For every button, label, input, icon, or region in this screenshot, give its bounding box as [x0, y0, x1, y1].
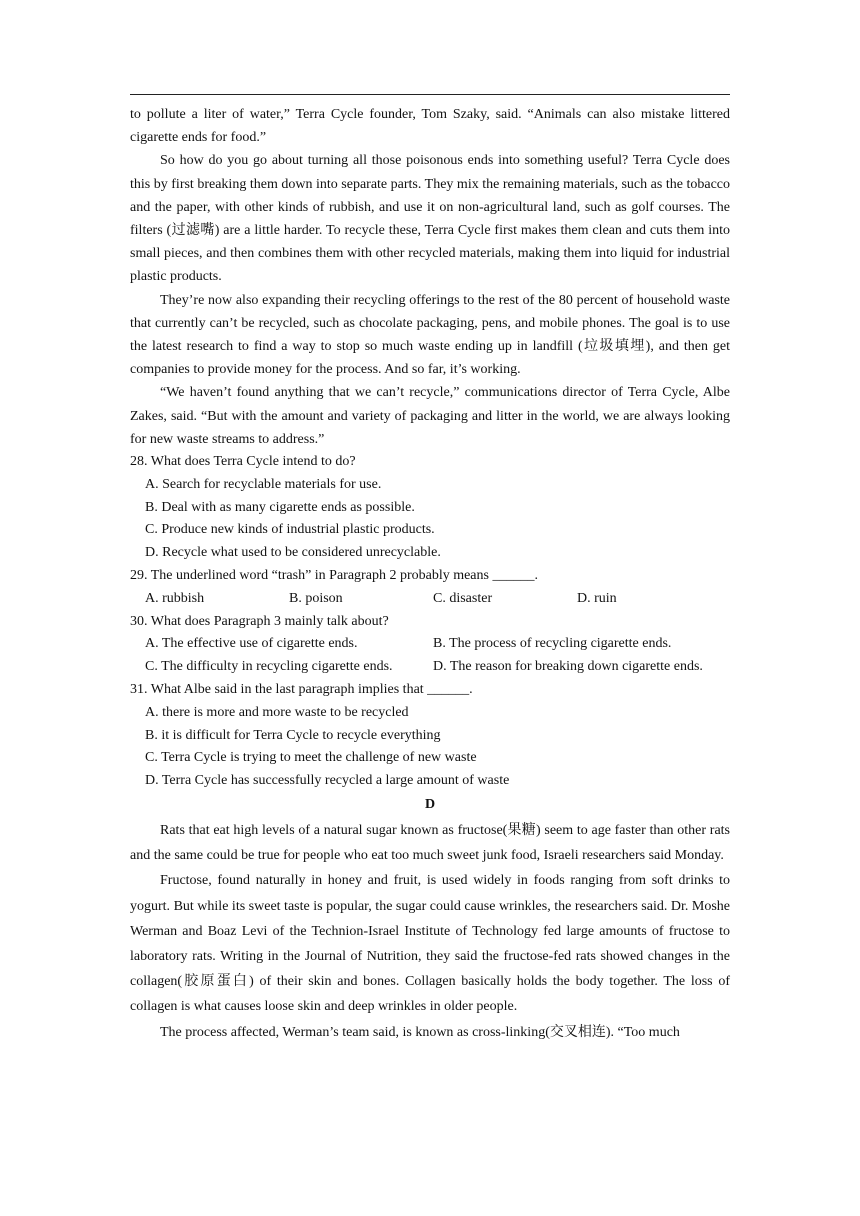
- passage-d: [130, 818, 730, 1045]
- passage-d-paragraph-3: The process affected, Werman’s team said, is known as cross-linking(交叉相连). “Too much: [160, 1024, 680, 1040]
- question-29-option-b: B. poison: [289, 590, 343, 606]
- question-31-option-c: C. Terra Cycle is trying to meet the challenge of new waste: [145, 750, 477, 766]
- passage-c-paragraph-2: So how do you go about turning all those poisonous ends into something useful? Terra Cycle does this by first breaking them down into separate parts. They mix the remaining materials, such as the tobacco and the paper, with other kinds of rubbish, and use it on non-agricultural land, such as golf courses. The filters (过滤嘴) are a little harder. To recycle these, Terra Cycle first makes them clean and cuts them into small pieces, and then combines them with other recycled materials, making them into liquid for industrial plastic products.: [130, 153, 730, 285]
- question-28: [130, 451, 730, 565]
- question-30: [130, 611, 730, 679]
- passage-d-paragraph-2: Fructose, found naturally in honey and fruit, is used widely in foods ranging from soft drinks to yogurt. But while its sweet taste is popular, the sugar could cause wrinkles, the researchers said. Dr. Moshe Werman and Boaz Levi of the Technion-Israel Institute of Technology fed large amounts of fructose to laboratory rats. Writing in the Journal of Nutrition, they said the fructose-fed rats showed changes in the collagen(胶原蛋白) of their skin and bones. Collagen basically holds the body together. The loss of collagen is what causes loose skin and deep wrinkles in older people.: [130, 873, 730, 1015]
- passage-c-paragraph-1: to pollute a liter of water,” Terra Cycle founder, Tom Szaky, said. “Animals can also mistake littered cigarette ends for food.”: [130, 107, 730, 146]
- question-30-option-c: C. The difficulty in recycling cigarette ends.: [145, 659, 393, 675]
- question-29: [130, 565, 730, 611]
- question-28-option-b: B. Deal with as many cigarette ends as possible.: [145, 499, 415, 515]
- question-31-option-d: D. Terra Cycle has successfully recycled a large amount of waste: [145, 773, 510, 789]
- question-30-option-b: B. The process of recycling cigarette ends.: [433, 636, 672, 652]
- passage-c: [130, 103, 730, 451]
- question-29-stem: 29. The underlined word “trash” in Paragraph 2 probably means ______.: [130, 568, 538, 584]
- question-29-options: [130, 588, 730, 611]
- question-31-stem: 31. What Albe said in the last paragraph implies that ______.: [130, 682, 473, 698]
- header-rule: [130, 94, 730, 95]
- question-28-option-a: A. Search for recyclable materials for use.: [145, 476, 382, 492]
- question-28-stem: 28. What does Terra Cycle intend to do?: [130, 454, 356, 470]
- question-30-option-a: A. The effective use of cigarette ends.: [145, 636, 358, 652]
- question-30-options-row-1: [130, 633, 730, 656]
- passage-c-paragraph-3: They’re now also expanding their recycling offerings to the rest of the 80 percent of household waste that currently can’t be recycled, such as chocolate packaging, pens, and mobile phones. The goal is to use the latest research to find a way to stop so much waste ending up in landfill (垃圾填埋), and then get companies to provide money for the process. And so far, it’s working.: [130, 292, 730, 378]
- passage-d-paragraph-1: Rats that eat high levels of a natural sugar known as fructose(果糖) seem to age faster than other rats and the same could be true for people who eat too much sweet junk food, Israeli researchers said Monday.: [130, 823, 730, 864]
- question-29-option-a: A. rubbish: [145, 590, 205, 606]
- question-31: [130, 679, 730, 793]
- question-29-option-c: C. disaster: [433, 590, 493, 606]
- question-28-option-d: D. Recycle what used to be considered unrecyclable.: [145, 545, 441, 561]
- question-28-option-c: C. Produce new kinds of industrial plastic products.: [145, 522, 435, 538]
- question-30-stem: 30. What does Paragraph 3 mainly talk about?: [130, 613, 389, 629]
- question-30-option-d: D. The reason for breaking down cigarette ends.: [433, 659, 703, 675]
- passage-c-paragraph-4: “We haven’t found anything that we can’t recycle,” communications director of Terra Cycle, Albe Zakes, said. “But with the amount and variety of packaging and litter in the world, we are always looking for new waste streams to address.”: [130, 385, 730, 447]
- question-31-option-a: A. there is more and more waste to be recycled: [145, 704, 409, 720]
- document-page: [130, 94, 730, 1045]
- question-30-options-row-2: [130, 656, 730, 679]
- section-d-heading: D: [424, 797, 436, 812]
- question-29-option-d: D. ruin: [577, 590, 617, 606]
- question-31-option-b: B. it is difficult for Terra Cycle to recycle everything: [145, 727, 441, 743]
